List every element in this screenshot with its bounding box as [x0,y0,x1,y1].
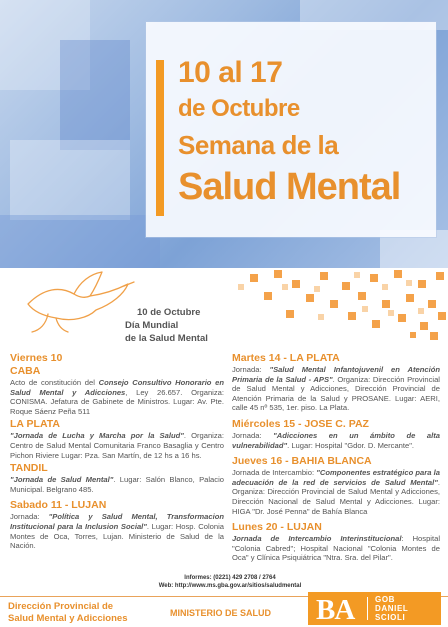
city-heading: TANDIL [10,462,48,475]
hero-month: de Octubre [178,95,300,122]
hero-title: Salud Mental [178,166,401,208]
day-heading: Jueves 16 - BAHIA BLANCA [232,455,372,468]
web-link[interactable]: Web: http://www.ms.gba.gov.ar/sitios/saludmental [158,583,302,589]
hero-banner [0,0,448,268]
event-text: Jornada de Intercambio: "Componentes estratégico para la adecuación de la red de servicios de Salud Mental". Organiza: Dirección Provincial de Salud Mental y Adicciones, Dirección Nacional de Salud Mental y Adicciones. Lugar: HIGA "Dr. José Penna" de Bahía Blanca [232,468,440,516]
event-text: Jornada: "Política y Salud Mental, Transformacion Institucional para la Inclusion Social". Lugar: Hosp. Colonia Montes de Oca, Torres, Lujan. Ministerio de Salud de la Nación. [10,512,224,551]
schedule-right [232,352,440,563]
pixel-mosaic [230,270,448,342]
event-text: Jornada: "Salud Mental Infantojuvenil en Atención Primaria de la Salud - APS". Organiza: Dirección Provincial de Salud Mental y Adicciones, Dirección Provincial de Atención Primaria de la Salud y PROSANE. Lugar: AERI, calle 45 nº 535, 1er. piso. La Plata. [232,365,440,413]
day-heading: Martes 14 - LA PLATA [232,352,340,364]
informes-phone: Informes: (0221) 429 2708 / 2764 [184,575,276,581]
accent-bar [156,60,164,216]
gob-name: GOB DANIEL SCIOLI [375,595,409,622]
day-heading: Sabado 11 - LUJAN [10,499,107,512]
event-text: Jornada: "Adicciones en un ámbito de alta vulnerabilidad". Lugar: Hospital "Gdor. D. Mercante". [232,430,441,450]
contact-info [150,574,310,590]
hero-week: Semana de la [178,130,339,160]
day-heading: Viernes 10 [10,352,63,364]
ba-mark: BA [316,594,355,626]
ministerio-label: MINISTERIO DE SALUD [170,608,272,618]
city-heading: CABA [10,365,41,377]
schedule-left [10,352,224,551]
city-heading: LA PLATA [10,418,60,431]
day-heading: Miércoles 15 - JOSE C. PAZ [232,417,369,430]
dove-icon [20,268,140,336]
event-text: Acto de constitución del Consejo Consultivo Honorario en Salud Mental y Adicciones, Ley 26.657. Organiza: CONISMA. Jefatura de Gabinete de Ministros. Lugar: Av. Pte. Roque Sáenz Peña 511 [10,378,224,416]
hero-dates: 10 al 17 [178,56,283,89]
day-heading: Lunes 20 - LUJAN [232,521,322,534]
event-text: "Jornada de Lucha y Marcha por la Salud". Organiza: Centro de Salud Mental Comunitaria Franco Basaglia y Centro Pichon Riviere Lugar: Pza. San Martín, de 12 hs a 16 hs. [10,431,224,460]
event-text: Jornada de Intercambio Interinstitucional: Hospital "Colonia Cabred"; Hospital Nacional "Colonia Montes de Oca" y Clínica Psiquiátrica "Ntra. Sra. del Pilar". [232,534,441,563]
world-day-note: 10 de Octubre Día Mundial de la Salud Mental [125,307,208,344]
direccion-provincial: Dirección Provincial de Salud Mental y Adicciones [8,601,128,624]
ba-logo [308,592,441,625]
event-text: "Jornada de Salud Mental". Lugar: Salón Blanco, Palacio Municipal. Belgrano 485. [10,475,224,494]
